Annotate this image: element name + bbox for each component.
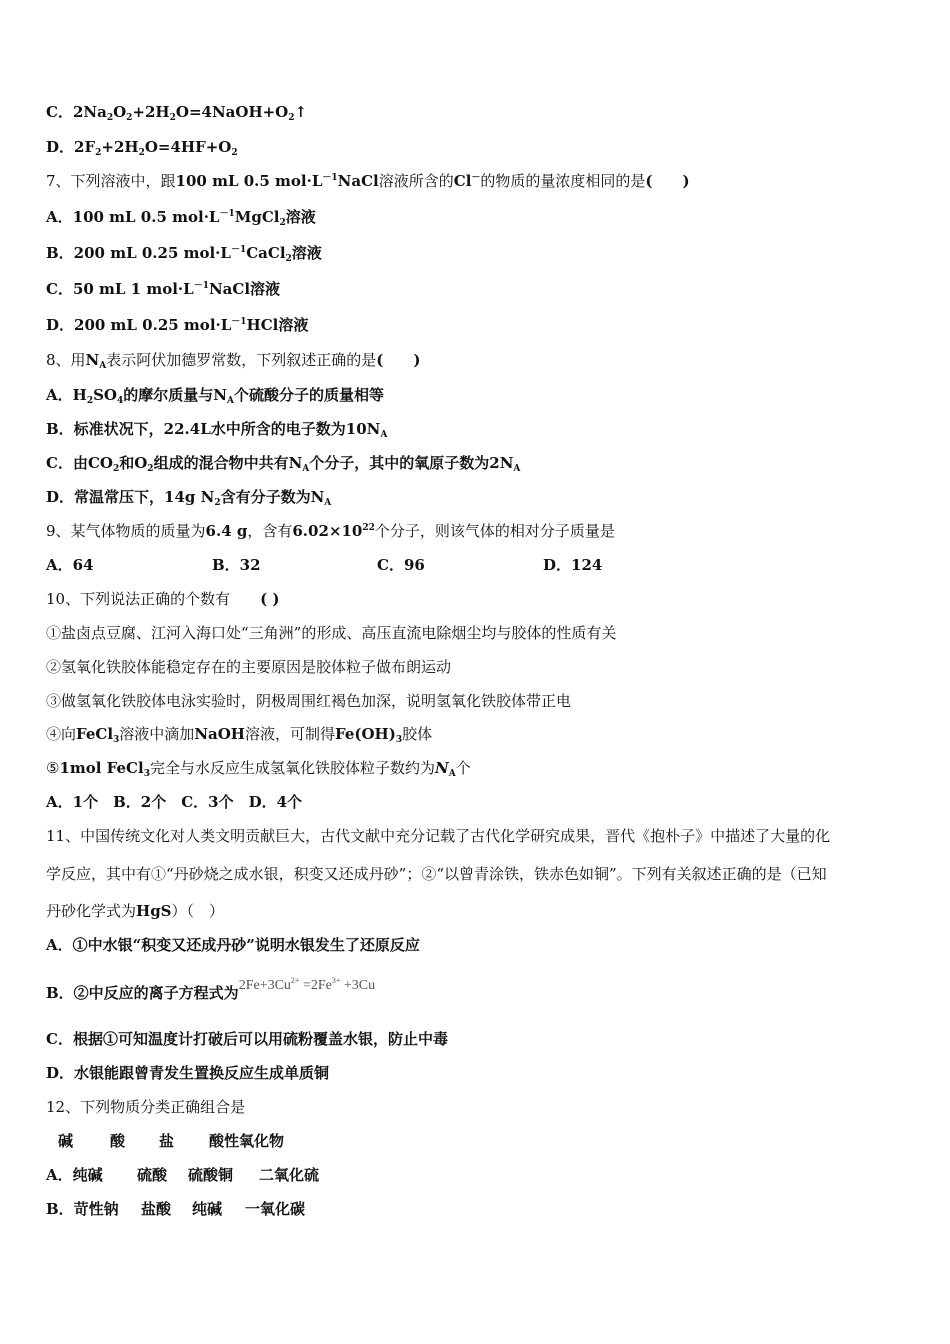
- q12b-acid: 盐酸: [141, 1200, 172, 1218]
- question-11-line-2: 学反应，其中有①“丹砂烧之成水银，积变又还成丹砂”；②“以曾青涂铁，铁赤色如铜”。下列有关叙述正确的是（已知: [46, 865, 827, 883]
- q12-header-base: 碱: [58, 1132, 74, 1150]
- q10-statement-1: ①盐卤点豆腐、江河入海口处“三角洲”的形成、高压直流电除烟尘均与胶体的性质有关: [46, 624, 617, 642]
- q9-option-b: B．32: [212, 556, 261, 574]
- q7-option-a: A．100 mL 0.5 $mol\cdot L^{-1}MgCl_2$溶液: [46, 208, 316, 228]
- option-d-prev: D．$2F_2+2H_2O=4HF+O_2$: [46, 138, 238, 158]
- q12a-oxide: 二氧化硫: [259, 1166, 320, 1184]
- q9-option-d: D．124: [543, 556, 603, 574]
- q11-equation: $2Fe+3Cu^{2+} =2Fe^{3+} +3Cu$: [238, 976, 376, 993]
- q7-option-b: B．200 mL 0.25 $mol\cdot L^{-1}CaCl_2$溶液: [46, 244, 322, 264]
- q10-statement-3: ③做氢氧化铁胶体电泳实验时，阴极周围红褐色加深，说明氢氧化铁胶体带正电: [46, 692, 572, 710]
- q12a-base: A．纯碱: [46, 1166, 103, 1184]
- question-10: 10、下列说法正确的个数有 ( ): [46, 590, 280, 608]
- q11-option-d: D．水银能跟曾青发生置换反应生成单质铜: [46, 1064, 330, 1082]
- q8-option-b: B．标准状况下，22.4L水中所含的电子数为$10N_A$: [46, 420, 388, 440]
- question-11-line-3: 丹砂化学式为HgS）（ ）: [46, 902, 225, 920]
- option-c-prev: C．$2Na_2O_2+2H_2O=4NaOH+O_2↑$: [46, 103, 308, 123]
- q12b-base: B．苛性钠: [46, 1200, 119, 1218]
- q12-header-salt: 盐: [159, 1132, 175, 1150]
- question-9: 9、某气体物质的质量为6.4 g，含有$6.02\times 10^{22}$个分子，则该气体的相对分子质量是: [46, 522, 615, 540]
- q12a-acid: 硫酸: [137, 1166, 168, 1184]
- q9-option-c: C．96: [377, 556, 425, 574]
- question-12: 12、下列物质分类正确组合是: [46, 1098, 246, 1116]
- q11-option-a: A．①中水银“积变又还成丹砂”说明水银发生了还原反应: [46, 936, 420, 954]
- q7-option-c: C．50 mL 1 $mol\cdot L^{-1}NaCl$溶液: [46, 280, 281, 298]
- q12-header-acid: 酸: [110, 1132, 126, 1150]
- q8-option-a: A．$H_2SO_4$的摩尔质量与$N_A$个硫酸分子的质量相等: [46, 386, 384, 406]
- q7-option-d: D．200 mL 0.25 $mol\cdot L^{-1}HCl$溶液: [46, 316, 309, 334]
- q10-statement-2: ②氢氧化铁胶体能稳定存在的主要原因是胶体粒子做布朗运动: [46, 658, 452, 676]
- q12-header-oxide: 酸性氧化物: [209, 1132, 285, 1150]
- q9-option-a: A．64: [46, 556, 94, 574]
- q11-option-c: C．根据①可知温度计打破后可以用硫粉覆盖水银，防止中毒: [46, 1030, 448, 1048]
- question-11-line-1: 11、中国传统文化对人类文明贡献巨大，古代文献中充分记载了古代化学研究成果，晋代《抱朴子》中描述了大量的化: [46, 827, 831, 845]
- question-7: 7、下列溶液中，跟100 mL 0.5 $mol\cdot L^{-1}NaCl$溶液所含的Cl－的物质的量浓度相同的是( ): [46, 172, 690, 190]
- q11-option-b: B．②中反应的离子方程式为$2Fe+3Cu^{2+} =2Fe^{3+} +3Cu$: [46, 976, 376, 1002]
- question-8: 8、用$N_A$表示阿伏加德罗常数，下列叙述正确的是( ): [46, 351, 421, 371]
- q10-statement-5: ⑤1mol FeCl$_3$完全与水反应生成氢氧化铁胶体粒子数约为$N_A$个: [46, 759, 471, 779]
- q12a-salt: 硫酸铜: [188, 1166, 234, 1184]
- q10-statement-4: ④向FeCl$_3$溶液中滴加NaOH溶液，可制得$Fe(OH)_3$胶体: [46, 725, 433, 745]
- q12b-oxide: 一氧化碳: [245, 1200, 306, 1218]
- q10-options: A．1个 B．2个 C．3个 D．4个: [46, 793, 303, 811]
- q8-option-d: D．常温常压下，14g $N_2$含有分子数为$N_A$: [46, 488, 332, 508]
- q8-option-c: C．由$CO_2$和$O_2$组成的混合物中共有$N_A$个分子，其中的氧原子数为$2N_A$: [46, 454, 521, 474]
- q12b-salt: 纯碱: [192, 1200, 223, 1218]
